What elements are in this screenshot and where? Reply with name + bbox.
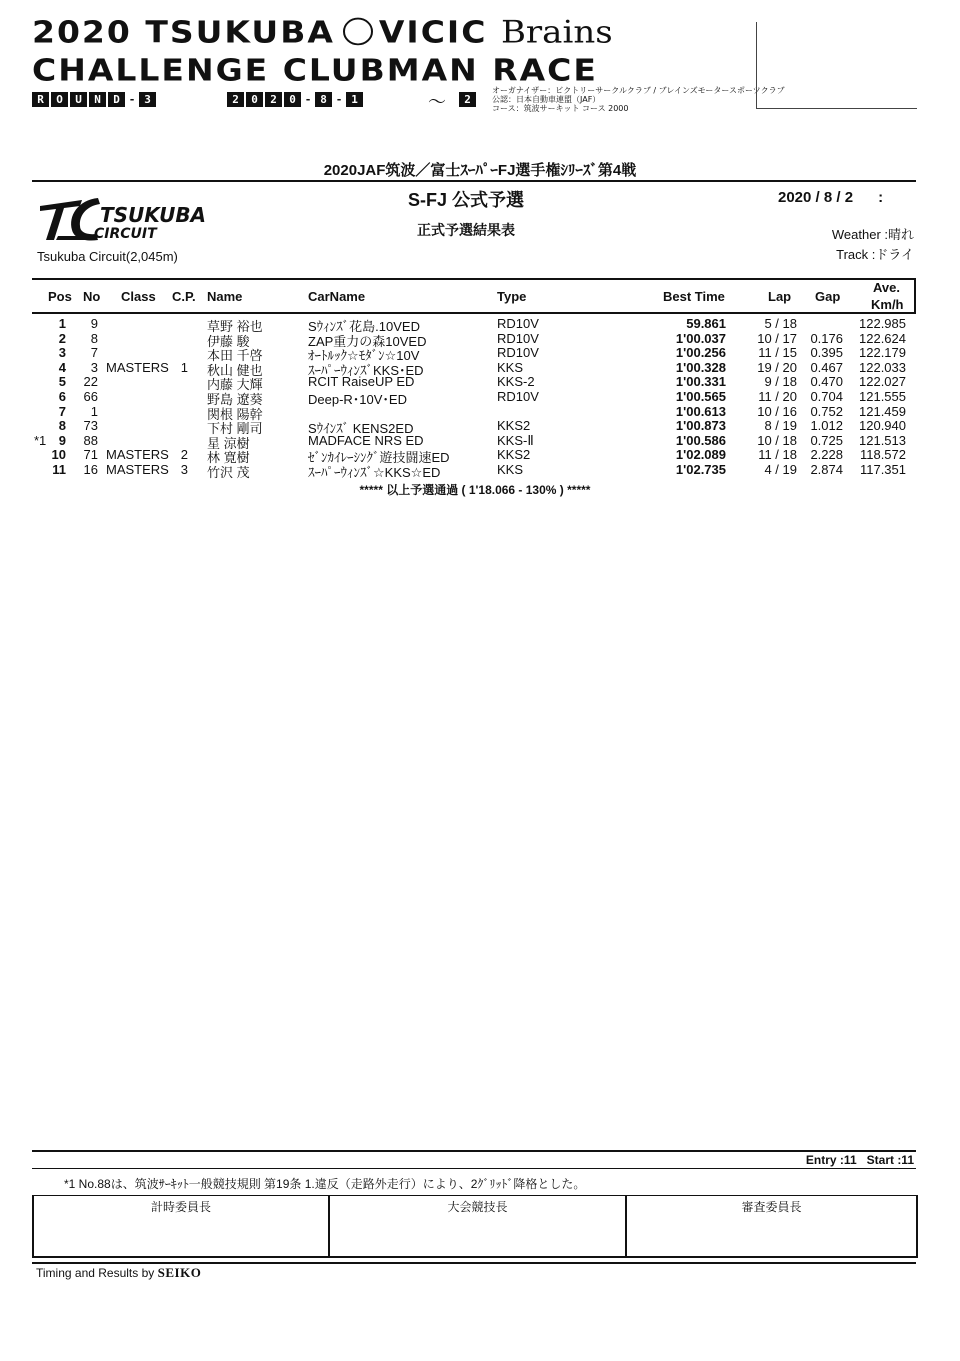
cell-no: 8	[90, 330, 98, 346]
cell-gap: 0.467	[810, 359, 843, 375]
track-info: Track :ドライ	[836, 247, 914, 262]
cell-no: 71	[83, 447, 98, 463]
cell-type: RD10V	[497, 316, 539, 331]
col-cp: C.P.	[172, 289, 196, 304]
cell-car: Sｳｲﾝｽﾞ KENS2ED	[308, 421, 414, 437]
cell-name: 草野 裕也	[207, 319, 263, 334]
cell-best: 1'00.873	[675, 418, 726, 434]
cell-lap: 11 / 18	[758, 447, 797, 463]
sig-timing-chief-label: 計時委員長	[150, 1200, 211, 1214]
cell-no: 16	[83, 462, 98, 477]
qualifying-pass-note: ***** 以上予選通過 ( 1'18.066 - 130% ) *****	[359, 483, 591, 497]
cell-gap: 2.228	[810, 447, 843, 463]
cell-ave: 118.572	[859, 447, 906, 463]
round-char: N	[89, 92, 106, 107]
cell-class: MASTERS	[106, 462, 169, 477]
cell-pos: 2	[58, 330, 66, 346]
round-char: U	[70, 92, 87, 107]
banner-vicic: VICIC	[378, 14, 488, 50]
cell-car: ｵｰﾄﾙｯｸ☆ﾓﾀﾞﾝ☆10V	[308, 348, 420, 364]
sig-stewards-label: 審査委員長	[741, 1200, 802, 1214]
cell-name: 秋山 健也	[207, 362, 263, 378]
cell-no: 66	[83, 389, 98, 404]
col-type: Type	[497, 289, 527, 304]
cell-lap: 9 / 18	[764, 374, 797, 390]
cell-lap: 10 / 17	[757, 330, 797, 346]
col-ave: Ave.	[873, 280, 900, 295]
start-count: Start :11	[866, 1153, 914, 1167]
cell-no: 88	[83, 432, 98, 448]
cell-cp: 3	[180, 462, 188, 477]
col-kmh: Km/h	[871, 297, 904, 312]
cell-car: RCIT RaiseUP ED	[308, 374, 415, 390]
cell-name: 本田 千啓	[207, 348, 263, 364]
cell-gap: 0.176	[810, 330, 843, 346]
organizer-info: オーガナイザー：ビクトリーサークルクラブ / ブレインズモータースポーツクラブ 公認：日本自動車連盟（JAF） コース：筑波サーキット コース 2000	[492, 86, 785, 113]
vic-emblem-icon	[343, 17, 373, 45]
date-char: 0	[284, 92, 301, 107]
cell-no: 1	[90, 403, 98, 419]
date-char: 2	[227, 92, 244, 107]
cell-lap: 11 / 20	[758, 389, 797, 404]
cell-best: 1'02.735	[675, 462, 726, 477]
cell-pos: 1	[58, 316, 66, 331]
cell-ave: 121.459	[859, 403, 906, 419]
entry-count: Entry :11	[805, 1153, 857, 1167]
cell-best: 1'00.613	[675, 403, 726, 419]
date-tilde: 〜	[428, 92, 446, 112]
cell-no: 3	[90, 359, 98, 375]
sig-clerk-of-course	[330, 1196, 627, 1256]
footer-divider-top	[32, 1150, 916, 1152]
event-banner-line2: CHALLENGE CLUBMAN RACE	[32, 52, 598, 88]
cell-no: 9	[90, 316, 98, 331]
cell-name: 竹沢 茂	[207, 465, 250, 480]
seiko-logo: SEIKO	[157, 1265, 202, 1280]
cell-gap: 0.725	[810, 432, 843, 448]
round-char: -	[128, 93, 136, 106]
date-end-char: 2	[459, 92, 476, 107]
footer-divider-mid	[32, 1168, 916, 1169]
cell-best: 59.861	[686, 316, 726, 331]
stamp-area	[756, 22, 917, 109]
penalty-note: *1 No.88は、筑波ｻｰｷｯﾄ一般競技規則 第19条 1.違反（走路外走行）により、2ｸﾞﾘｯﾄﾞ降格とした。	[64, 1177, 586, 1191]
weather-info: Weather :晴れ	[831, 227, 914, 242]
round-char: D	[108, 92, 125, 107]
cell-type: KKS2	[497, 447, 531, 463]
cell-lap: 19 / 20	[757, 359, 797, 375]
cell-type: KKS	[497, 462, 524, 477]
cell-car: ｽｰﾊﾟｰｳｨﾝｽﾞ☆KKS☆ED	[308, 465, 441, 480]
sig-timing-chief	[34, 1196, 330, 1256]
cell-pos: 7	[58, 403, 66, 419]
col-name: Name	[207, 289, 243, 304]
cell-lap: 10 / 16	[757, 403, 797, 419]
cell-type: KKS-Ⅱ	[497, 432, 534, 448]
sig-clerk-label: 大会競技長	[447, 1200, 508, 1214]
col-best-time: Best Time	[663, 289, 725, 304]
col-no: No	[83, 289, 101, 304]
cell-best: 1'02.089	[675, 447, 726, 463]
date-char: 1	[346, 92, 363, 107]
signature-boxes	[32, 1195, 918, 1258]
cell-ave: 122.985	[859, 316, 906, 331]
cell-lap: 4 / 19	[764, 462, 797, 477]
cell-ave: 120.940	[859, 418, 906, 434]
cell-ave: 122.179	[859, 345, 906, 361]
date-char: -	[304, 93, 312, 106]
col-carname: CarName	[308, 289, 366, 304]
cell-best: 1'00.586	[675, 432, 726, 448]
cell-type: KKS2	[497, 418, 531, 434]
cell-car: MADFACE NRS ED	[308, 432, 424, 448]
col-gap: Gap	[815, 289, 841, 304]
cell-ave: 121.555	[859, 389, 906, 404]
timing-credit	[36, 1265, 201, 1281]
cell-cp: 1	[180, 359, 188, 375]
cell-ave: 122.624	[859, 330, 906, 346]
date-char: 0	[246, 92, 263, 107]
col-pos: Pos	[48, 289, 72, 304]
cell-best: 1'00.565	[675, 389, 726, 404]
cell-pos: 9	[58, 432, 66, 448]
cell-gap: 1.012	[810, 418, 843, 434]
cell-best: 1'00.256	[675, 345, 726, 361]
cell-pos: 11	[52, 462, 66, 477]
cell-cp: 2	[180, 447, 188, 463]
footer-divider-bottom	[32, 1262, 916, 1264]
cell-name: 内藤 大輝	[207, 377, 263, 393]
banner-brains: Brains	[500, 14, 613, 51]
tc-logo-icon	[38, 192, 238, 244]
cell-name: 星 涼樹	[207, 435, 250, 451]
cell-gap: 0.395	[810, 345, 843, 361]
cell-type: KKS	[497, 359, 524, 375]
cell-lap: 11 / 15	[758, 345, 797, 361]
cell-pos: 6	[58, 389, 66, 404]
cell-class: MASTERS	[106, 447, 169, 463]
cell-gap: 0.470	[810, 374, 843, 390]
cell-car: Sｳｨﾝｽﾞ花島.10VED	[308, 319, 420, 334]
round-char: R	[32, 92, 49, 107]
cell-no: 73	[83, 418, 98, 434]
round-boxes	[32, 92, 158, 107]
cell-ave: 121.513	[859, 432, 906, 448]
date-boxes	[227, 92, 365, 107]
session-date: 2020 / 8 / 2 :	[778, 189, 884, 206]
session-title: S-FJ 公式予選	[407, 190, 524, 210]
cell-ave: 122.027	[859, 374, 906, 390]
cell-lap: 5 / 18	[764, 316, 797, 331]
tsukuba-circuit-logo	[38, 192, 238, 244]
banner-tsukuba: 2020 TSUKUBA	[32, 14, 335, 50]
cell-pos: 10	[51, 447, 66, 463]
col-class: Class	[121, 289, 156, 304]
circuit-name: Tsukuba Circuit(2,045m)	[37, 249, 178, 264]
cell-lap: 8 / 19	[764, 418, 797, 434]
round-char: O	[51, 92, 68, 107]
table-header-top-line	[32, 278, 916, 280]
cell-gap: 0.752	[810, 403, 843, 419]
timing-credit-text: Timing and Results by	[36, 1266, 155, 1280]
entry-start-counts	[806, 1153, 914, 1167]
cell-pos: 4	[58, 359, 66, 375]
event-banner-line1	[32, 14, 613, 51]
cell-class: MASTERS	[106, 359, 169, 375]
header-divider	[32, 180, 916, 182]
date-char: -	[335, 93, 343, 106]
cell-gap: 0.704	[810, 389, 843, 404]
table-header-bottom-line	[32, 312, 916, 314]
cell-mark: *1	[34, 432, 47, 448]
cell-car: Deep-R･10V･ED	[308, 392, 407, 407]
cell-car: ｽｰﾊﾟｰｳｨﾝｽﾞKKS･ED	[308, 362, 424, 378]
date-char: 8	[315, 92, 332, 107]
cell-name: 関根 陽幹	[207, 406, 263, 422]
cell-best: 1'00.037	[675, 330, 726, 346]
cell-best: 1'00.328	[675, 359, 726, 375]
date-char: 2	[265, 92, 282, 107]
cell-pos: 5	[58, 374, 66, 390]
series-title: 2020JAF筑波／富士ｽｰﾊﾟｰFJ選手権ｼﾘｰｽﾞ第4戦	[323, 162, 637, 179]
cell-no: 7	[90, 345, 98, 361]
cell-ave: 122.033	[859, 359, 906, 375]
cell-no: 22	[83, 374, 98, 390]
cell-car: ｾﾞﾝｶｲﾚｰｼﾝｸﾞ遊技闘速ED	[308, 450, 450, 466]
logo-tsukuba-text: TSUKUBA	[100, 203, 207, 227]
result-subtitle: 正式予選結果表	[417, 222, 515, 238]
cell-name: 下村 剛司	[207, 421, 263, 437]
cell-lap: 10 / 18	[757, 432, 797, 448]
cell-name: 伊藤 駿	[207, 333, 250, 349]
date-end-box	[459, 92, 478, 107]
cell-name: 林 寛樹	[207, 450, 250, 466]
cell-type: RD10V	[497, 345, 539, 361]
table-header-right-line	[914, 278, 916, 314]
cell-type: RD10V	[497, 389, 539, 404]
logo-circuit-text: CIRCUIT	[94, 226, 157, 242]
cell-car: ZAP重力の森10VED	[308, 333, 427, 349]
cell-pos: 8	[58, 418, 66, 434]
cell-ave: 117.351	[859, 462, 906, 477]
cell-pos: 3	[58, 345, 66, 361]
cell-name: 野島 遼葵	[207, 392, 263, 407]
cell-gap: 2.874	[810, 462, 843, 477]
sig-stewards-chief	[627, 1196, 916, 1256]
cell-type: RD10V	[497, 330, 539, 346]
cell-type: KKS-2	[497, 374, 535, 390]
cell-best: 1'00.331	[675, 374, 726, 390]
round-char: 3	[139, 92, 156, 107]
col-lap: Lap	[768, 289, 792, 304]
